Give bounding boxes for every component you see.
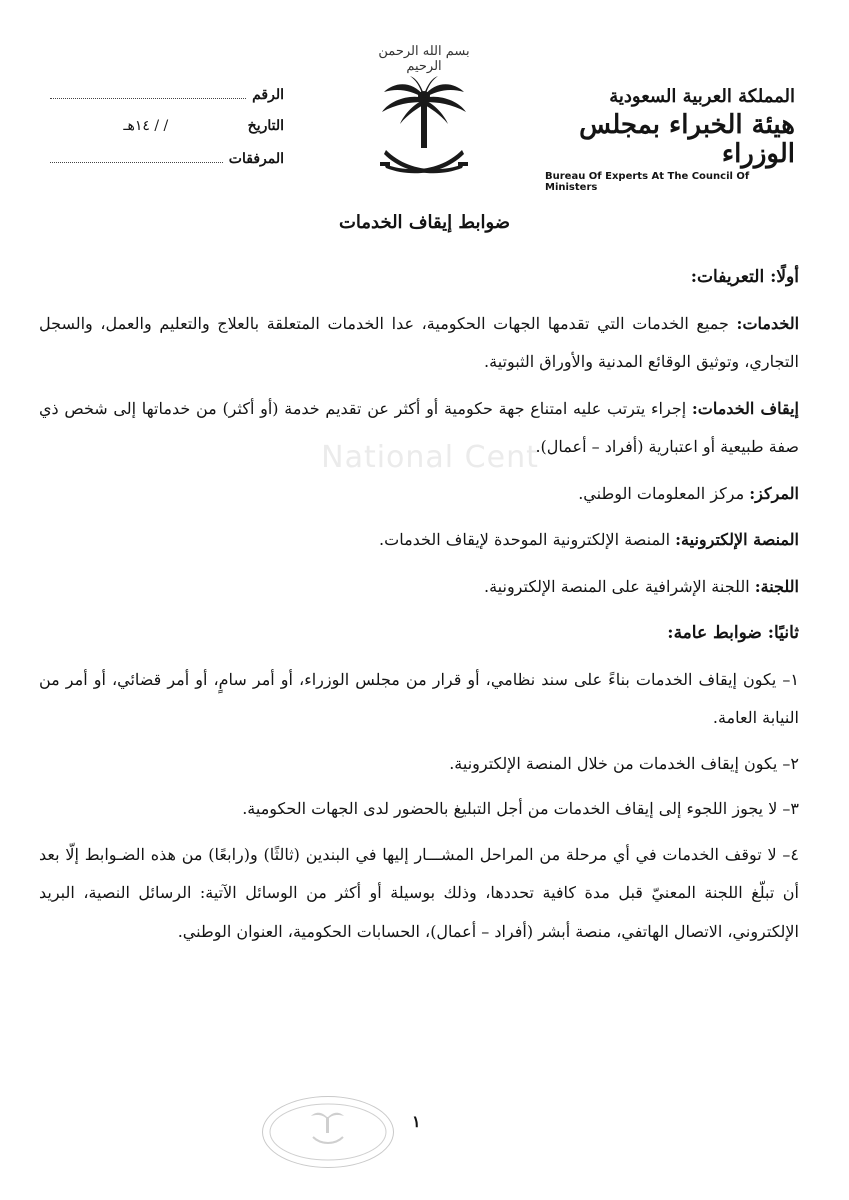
definition-item: [39, 521, 799, 560]
rule-number: ٣–: [782, 799, 799, 818]
date-value: / / ١٤هـ: [123, 118, 169, 134]
number-label: الرقم: [252, 87, 284, 103]
definition-item: [39, 390, 799, 467]
document-body: [39, 258, 799, 958]
watermark: National Cent: [321, 440, 539, 475]
date-row: [44, 118, 284, 150]
rule-text: يكون إيقاف الخدمات من خلال المنصة الإلكترونية.: [449, 753, 783, 773]
kingdom-name: المملكة العربية السعودية: [609, 86, 795, 107]
stamp-emblem-icon: [263, 1097, 393, 1167]
page-number: ١: [412, 1112, 421, 1131]
definition-term: المنصة الإلكترونية:: [675, 530, 799, 549]
rule-number: ١–: [782, 669, 799, 689]
bureau-name-arabic: هيئة الخبراء بمجلس الوزراء: [579, 110, 795, 169]
definition-item: [39, 475, 799, 514]
definition-text: المنصة الإلكترونية الموحدة لإيقاف الخدمات.: [379, 530, 676, 549]
definition-term: اللجنة:: [754, 576, 799, 596]
reference-block: [44, 86, 284, 182]
rule-item: [39, 745, 799, 784]
letterhead: [545, 86, 795, 193]
bureau-name-english: Bureau Of Experts At The Council Of Ministers: [545, 171, 750, 194]
rule-item: [39, 661, 799, 738]
section-heading-definitions: أولًا: التعريفات:: [690, 267, 799, 287]
rule-number: ٤–: [782, 844, 799, 864]
definition-text: جميع الخدمات التي تقدمها الجهات الحكومية، عدا الخدمات المتعلقة بالعلاج والتعليم والعمل، والسجل التجاري، وتوثيق الوقائع المدنية والأوراق الثبوتية.: [39, 313, 799, 371]
rule-text: لا توقف الخدمات في أي مرحلة من المراحل المشـــار إليها في البندين (ثالثًا) و(رابعًا) من هذه الضـوابط إلّا بعد أن تبلّغ اللجنة المعنيّ قبل مدة كافية تحددها، وذلك بوسيلة أو أكثر من الوسائل الآتية: الرسائل النصية، البريد الإلكتروني، الاتصال الهاتفي، منصة أبشر (أفراد – أعمال)، الحسابات الحكومية، العنوان الوطني.: [39, 844, 800, 941]
attachments-row: [44, 150, 284, 182]
rule-text: يكون إيقاف الخدمات بناءً على سند نظامي، أو قرار من مجلس الوزراء، أو أمر سامٍ، أو أمر قضائي، أو أمر من النيابة العامة.: [39, 669, 799, 727]
document-title: ضوابط إيقاف الخدمات: [338, 212, 511, 233]
basmala: بسم الله الرحمن الرحيم: [378, 44, 470, 74]
definition-item: [39, 568, 799, 607]
definition-text: اللجنة الإشرافية على المنصة الإلكترونية.: [484, 576, 755, 596]
rules-list: [39, 661, 799, 952]
rule-number: ٢–: [782, 753, 799, 773]
official-stamp: [262, 1096, 394, 1168]
rule-item: [39, 790, 799, 829]
definition-term: إيقاف الخدمات:: [691, 398, 799, 418]
number-dotted-line: [50, 86, 246, 99]
definition-term: الخدمات:: [736, 313, 800, 333]
saudi-emblem-icon: [376, 74, 472, 184]
definition-text: مركز المعلومات الوطني.: [578, 483, 750, 503]
definition-item: [39, 305, 799, 382]
definition-term: المركز:: [749, 483, 799, 503]
number-row: [44, 86, 284, 118]
rule-item: [39, 836, 799, 952]
date-label: التاريخ: [247, 118, 284, 134]
definition-text: إجراء يترتب عليه امتناع جهة حكومية أو أكثر عن تقديم خدمة (أو أكثر) من خدماتها إلى شخص ذي صفة طبيعية أو اعتبارية (أفراد – أعمال).: [39, 398, 799, 456]
rule-text: لا يجوز اللجوء إلى إيقاف الخدمات من أجل التبليغ بالحضور لدى الجهات الحكومية.: [242, 799, 783, 818]
attachments-label: المرفقات: [228, 151, 284, 167]
section-heading-general-rules: ثانيًا: ضوابط عامة:: [667, 623, 799, 643]
attachments-dotted-line: [50, 150, 223, 163]
